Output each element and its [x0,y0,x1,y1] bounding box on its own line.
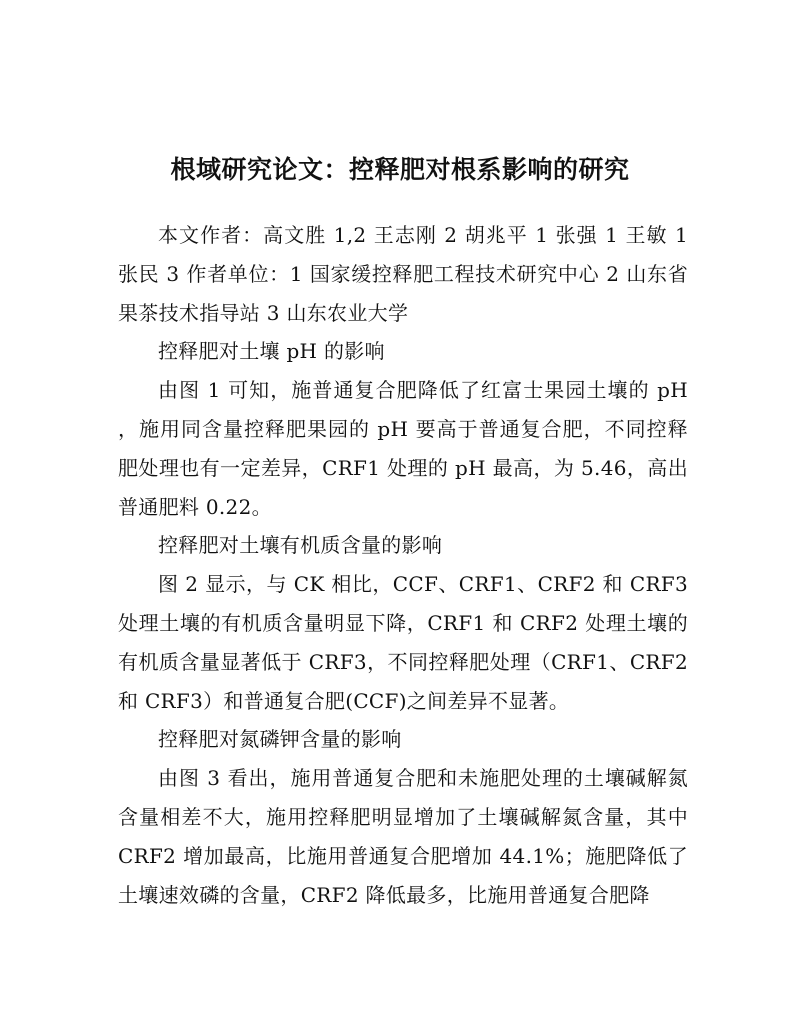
author-affiliation-paragraph: 本文作者：高文胜 1,2 王志刚 2 胡兆平 1 张强 1 王敏 1 张民 3 作者单位：1 国家缓控释肥工程技术研究中心 2 山东省果茶技术指导站 3 山东农业大学 [118,223,688,325]
section-heading-npk: 控释肥对氮磷钾含量的影响 [158,727,402,752]
npk-paragraph: 由图 3 看出，施用普通复合肥和未施肥处理的土壤碱解氮含量相差不大，施用控释肥明显增加了土壤碱解氮含量，其中 CRF2 增加最高，比施用普通复合肥增加 44.1%；施肥降低了土壤速效磷的含量，CRF2 降低最多，比施用普通复合肥降 [118,766,688,907]
section-heading-organic-matter: 控释肥对土壤有机质含量的影响 [158,533,443,558]
ph-paragraph: 由图 1 可知，施普通复合肥降低了红富士果园土壤的 pH ，施用同含量控释肥果园的 pH 要高于普通复合肥，不同控释肥处理也有一定差异，CRF1 处理的 pH 最高，为 5.46，高出普通肥料 0.22。 [118,378,688,519]
document-title: 根域研究论文：控释肥对根系影响的研究 [170,154,630,184]
section-heading-ph: 控释肥对土壤 pH 的影响 [158,339,385,364]
document-body [118,216,688,914]
organic-matter-paragraph: 图 2 显示，与 CK 相比，CCF、CRF1、CRF2 和 CRF3 处理土壤的有机质含量明显下降，CRF1 和 CRF2 处理土壤的有机质含量显著低于 CRF3，不同控释肥处理（CRF1、CRF2 和 CRF3）和普通复合肥(CCF)之间差异不显著。 [118,572,688,713]
